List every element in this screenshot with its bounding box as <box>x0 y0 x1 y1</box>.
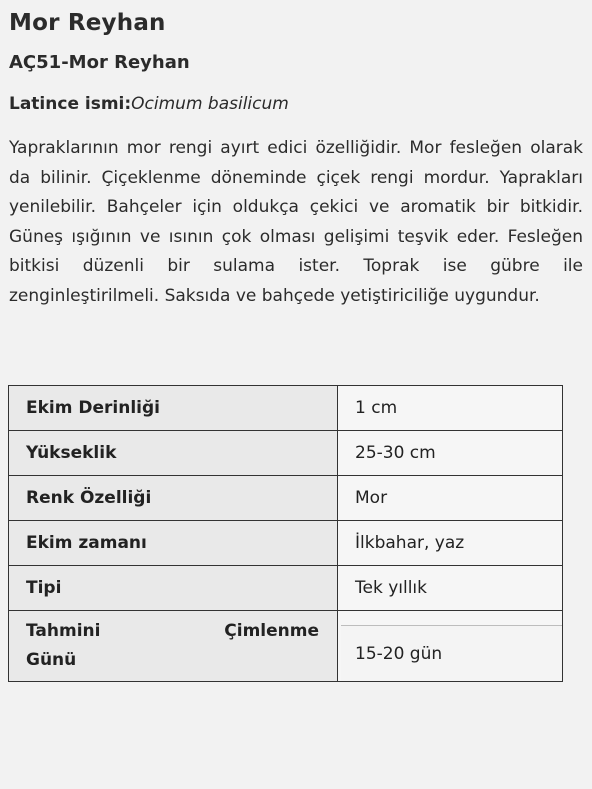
table-row <box>9 431 563 476</box>
spec-value: 15-20 gün <box>341 625 562 681</box>
product-description: Yapraklarının mor rengi ayırt edici özelliğidir. Mor fesleğen olarak da bilinir. Çiçeklenme döneminde çiçek rengi mordur. Yaprakları yenilebilir. Bahçeler için oldukça çekici ve aromatik bir bitkidir. Güneş ışığının ve ısının çok olması gelişimi teşvik eder. Fesleğen bitkisi düzenli bir sulama ister. Toprak ise gübre ile zenginleştirilmeli. Saksıda ve bahçede yetiştiriciliğe uygundur. <box>9 138 583 306</box>
spec-value: 1 cm <box>338 386 563 431</box>
table-row <box>9 476 563 521</box>
table-row <box>9 386 563 431</box>
spec-value: 25-30 cm <box>338 431 563 476</box>
spec-label-word: Günü <box>26 650 77 670</box>
table-row <box>9 521 563 566</box>
latin-name-line <box>9 94 289 114</box>
spec-label-germination <box>9 611 338 682</box>
spec-label: Renk Özelliği <box>9 476 338 521</box>
product-code: AÇ51-Mor Reyhan <box>9 52 190 73</box>
product-title: Mor Reyhan <box>9 10 166 36</box>
spec-label: Tipi <box>9 566 338 611</box>
latin-name-label: Latince ismi: <box>9 94 132 114</box>
table-row <box>9 611 563 682</box>
spec-value-cell <box>338 611 563 682</box>
latin-name-value: Ocimum basilicum <box>131 94 289 114</box>
spec-label-word: Tahmini <box>26 621 101 641</box>
spec-value: İlkbahar, yaz <box>338 521 563 566</box>
spec-label: Ekim zamanı <box>9 521 338 566</box>
spec-value: Mor <box>338 476 563 521</box>
spec-label: Ekim Derinliği <box>9 386 338 431</box>
specs-table <box>8 385 563 682</box>
table-row <box>9 566 563 611</box>
spec-label: Yükseklik <box>9 431 338 476</box>
spec-label-word: Çimlenme <box>224 621 319 641</box>
spec-value: Tek yıllık <box>338 566 563 611</box>
